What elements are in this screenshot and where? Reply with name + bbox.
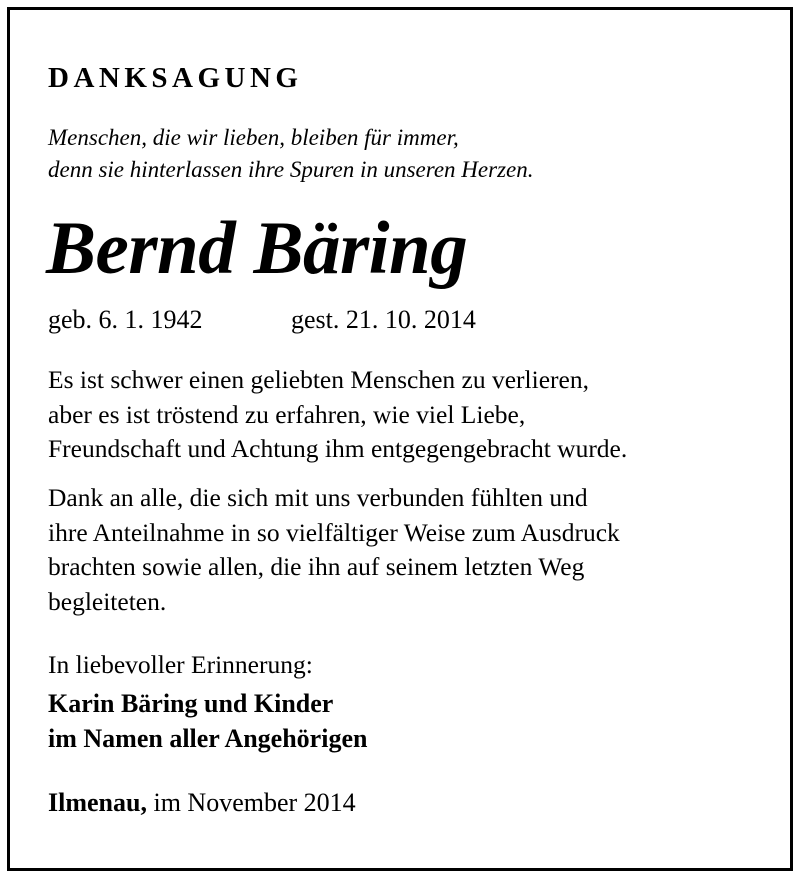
paragraph-line: aber es ist tröstend zu erfahren, wie viel Liebe,	[48, 399, 526, 429]
place-name: Ilmenau,	[48, 788, 147, 817]
paragraph-line: Dank an alle, die sich mit uns verbunden fühlten und	[48, 483, 588, 512]
signer-line: Karin Bäring und Kinder	[48, 689, 334, 718]
memorial-quote	[48, 122, 533, 186]
deceased-name: Bernd Bäring	[46, 207, 468, 290]
notice-heading: DANKSAGUNG	[48, 62, 303, 94]
memory-line: In liebevoller Erinnerung:	[48, 650, 313, 679]
paragraph-line: begleiteten.	[48, 586, 167, 616]
signer-line: im Namen aller Angehörigen	[48, 723, 368, 753]
place-and-date	[48, 786, 356, 820]
quote-line: denn sie hinterlassen ihre Spuren in unseren Herzen.	[48, 157, 534, 182]
signers	[48, 687, 367, 756]
birth-date: geb. 6. 1. 1942	[48, 305, 203, 334]
life-dates	[48, 303, 476, 337]
paragraph-line: Es ist schwer einen geliebten Menschen zu verlieren,	[48, 365, 589, 394]
thanks-paragraph	[48, 481, 620, 619]
quote-line: Menschen, die wir lieben, bleiben für immer,	[48, 125, 459, 150]
condolence-paragraph	[48, 363, 627, 467]
paragraph-line: brachten sowie allen, die ihn auf seinem letzten Weg	[48, 552, 585, 581]
paragraph-line: ihre Anteilnahme in so vielfältiger Weise zum Ausdruck	[48, 517, 620, 547]
death-date: gest. 21. 10. 2014	[291, 305, 476, 334]
paragraph-line: Freundschaft und Achtung ihm entgegengebracht wurde.	[48, 434, 628, 463]
notice-date: im November 2014	[146, 788, 356, 817]
